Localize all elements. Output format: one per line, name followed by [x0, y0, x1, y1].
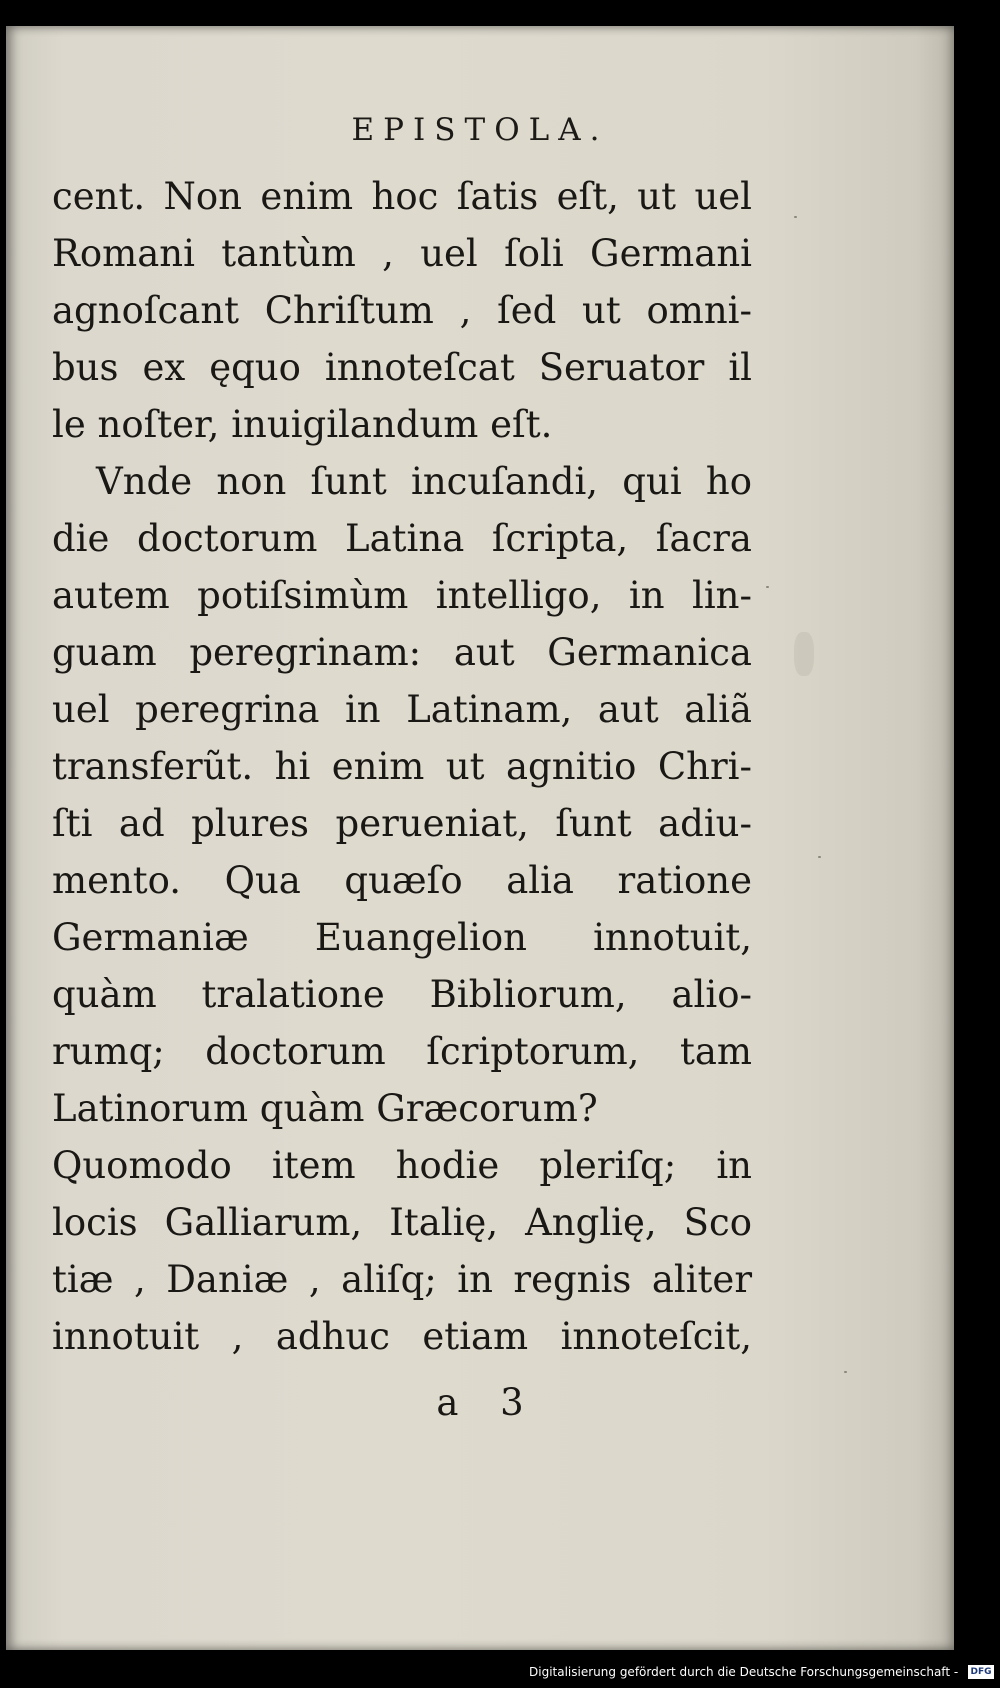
paper-fleck	[818, 856, 821, 858]
text-line: Latinorum quàm Græcorum?	[52, 1087, 598, 1130]
text-line: le noſter, inuigilandum eſt.	[52, 403, 553, 446]
text-line: agnoſcant Chriſtum , ſed ut omni-	[52, 289, 752, 332]
credit-text: Digitalisierung gefördert durch die Deutsche Forschungsgemeinschaft -	[529, 1664, 959, 1679]
book-page	[6, 26, 954, 1650]
dfg-logo: DFG	[968, 1665, 994, 1679]
paper-fleck	[844, 1371, 847, 1373]
text-line: mento. Qua quæſo alia ratione	[52, 859, 752, 902]
text-line: Vnde non ſunt incuſandi, qui ho	[96, 460, 752, 503]
text-line: guam peregrinam: aut Germanica	[52, 631, 752, 674]
body-text	[52, 168, 752, 1365]
paper-stain	[794, 632, 814, 676]
text-line: ſti ad plures perueniat, ſunt adiu-	[52, 802, 752, 845]
text-line: Germaniæ Euangelion innotuit,	[52, 916, 752, 959]
digitization-credit	[529, 1664, 994, 1686]
paper-fleck	[766, 586, 769, 588]
text-line: uel peregrina in Latinam, aut aliã	[52, 688, 752, 731]
running-head: EPISTOLA.	[351, 112, 609, 148]
text-line: rumq; doctorum ſcriptorum, tam	[52, 1030, 752, 1073]
text-line: locis Galliarum, Italię, Anglię, Sco	[52, 1201, 752, 1244]
text-line: quàm tralatione Bibliorum, alio-	[52, 973, 752, 1016]
text-line: autem potiſsimùm intelligo, in lin-	[52, 574, 752, 617]
text-line: tiæ , Daniæ , aliſq; in regnis aliter	[52, 1258, 752, 1301]
text-line: innotuit , adhuc etiam innoteſcit,	[52, 1315, 752, 1358]
text-line: cent. Non enim hoc ſatis eſt, ut uel	[52, 175, 752, 218]
text-line: bus ex ęquo innoteſcat Seruator il	[52, 346, 752, 389]
text-line: Quomodo item hodie pleriſq; in	[52, 1144, 752, 1187]
paper-fleck	[794, 216, 797, 218]
text-line: Romani tantùm , uel ſoli Germani	[52, 232, 752, 275]
text-line: die doctorum Latina ſcripta, ſacra	[52, 517, 752, 560]
text-line: transferũt. hi enim ut agnitio Chri-	[52, 745, 752, 788]
signature-mark: a 3	[436, 1381, 524, 1424]
